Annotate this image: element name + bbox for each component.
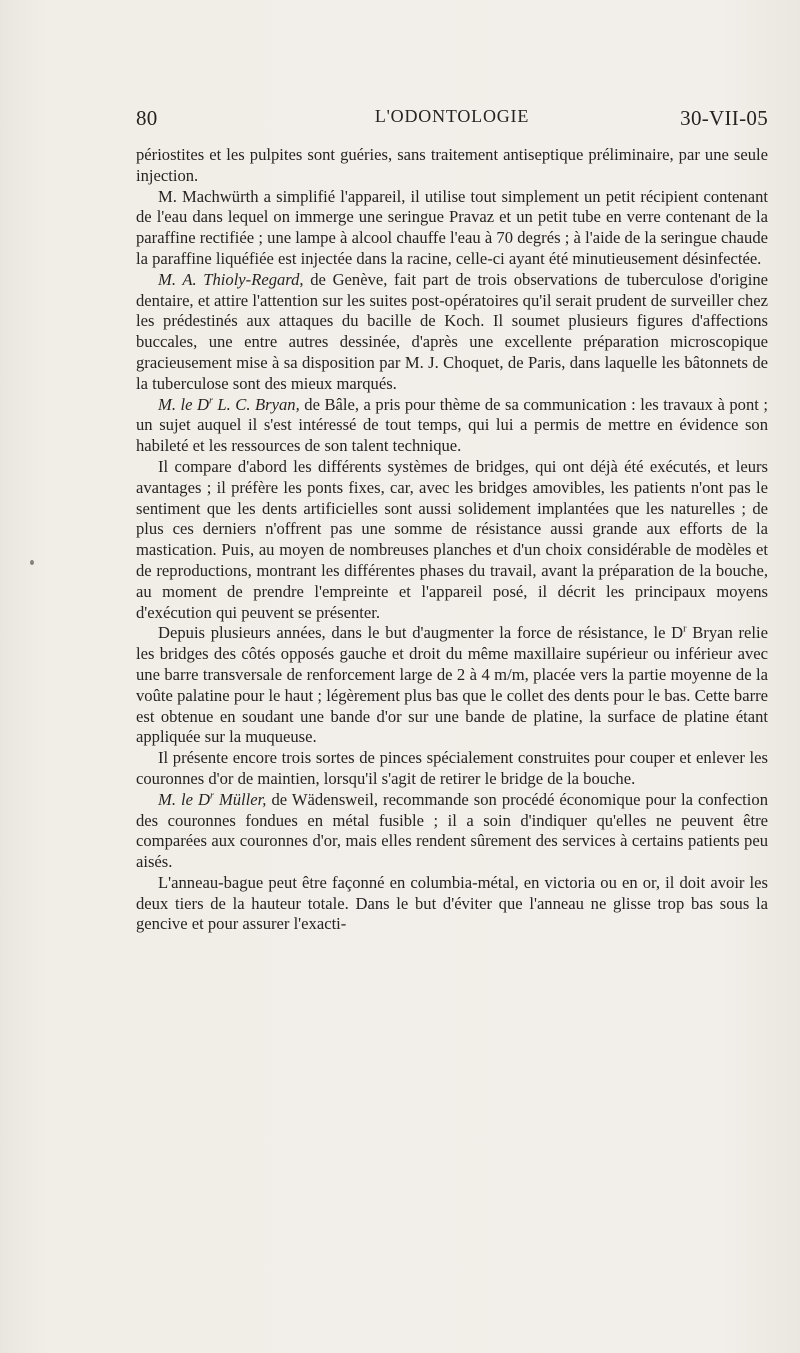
paragraph-6: Depuis plusieurs années, dans le but d'augmenter la force de résistance, le $D^r$ Bryan relie les bridges des côtés opposés gauche et droit du même maxillaire supérieur ou inférieur avec une barre transversale de renforcement large de 2 à 4 m/m, placée vers la partie moyenne de la voûte palatine pour le haut ; légèrement plus bas que le collet des dents pour le bas. Cette barre est obtenue en soudant une bande d'or sur une bande de platine, la surface de platine étant appliquée sur la muqueuse. <box>136 623 768 747</box>
speaker-name: M. A. Thioly-Regard, <box>158 269 304 289</box>
paragraph-1: périostites et les pulpites sont guéries, sans traitement antiseptique préliminaire, par une seule injection. <box>136 145 768 185</box>
page-number: 80 <box>136 106 158 130</box>
paragraph-8: M. le $D^r$ Müller, de Wädensweil, recommande son procédé économique pour la confection des couronnes fondues en métal fusible ; il a soin d'indiquer qu'elles ne peuvent être comparées aux couronnes d'or, mais elles rendent sûrement des services à certains patients peu aisés. <box>136 789 768 872</box>
print-speck <box>30 560 34 565</box>
speaker-name: M. le $D^r$ L. C. Bryan, <box>158 394 300 414</box>
running-head <box>136 106 768 136</box>
paragraph-5: Il compare d'abord les différents systèmes de bridges, qui ont déjà été exécutés, et leurs avantages ; il préfère les ponts fixes, car, avec les bridges amovibles, les patients n'ont pas le sentiment que les dents artificielles sont aussi solidement implantées que les naturelles ; de plus ces derniers n'offrent pas une somme de résistance aussi grande aux efforts de la mastication. Puis, au moyen de nombreuses planches et d'un choix considérable de modèles et de reproductions, montrant les différentes phases du travail, avant la préparation de la bouche, au moment de prendre l'empreinte et l'appareil posé, il décrit les principaux moyens d'exécution qui peuvent se présenter. <box>136 456 768 622</box>
paragraph-7: Il présente encore trois sortes de pinces spécialement construites pour couper et enlever les couronnes d'or de maintien, lorsqu'il s'agit de retirer le bridge de la bouche. <box>136 748 768 788</box>
speaker-name: M. le $D^r$ Müller, <box>158 789 267 809</box>
journal-title: L'ODONTOLOGIE <box>374 106 530 126</box>
issue-date: 30-VII-05 <box>680 106 768 130</box>
body-text <box>136 145 768 935</box>
paragraph-3: M. A. Thioly-Regard, de Genève, fait part de trois observations de tuberculose d'origine dentaire, et attire l'attention sur les suites post-opératoires qu'il serait prudent de surveiller chez les prédestinés aux attaques du bacille de Koch. Il soumet plusieurs figures d'affections buccales, une entre autres dessinée, d'après une excellente préparation microscopique gracieusement mise à sa disposition par M. J. Choquet, de Paris, dans laquelle les bâtonnets de la tuberculose sont des mieux marqués. <box>136 269 768 393</box>
paragraph-9: L'anneau-bague peut être façonné en columbia-métal, en victoria ou en or, il doit avoir les deux tiers de la hauteur totale. Dans le but d'éviter que l'anneau ne glisse trop bas sous la gencive et pour assurer l'exacti- <box>136 872 768 934</box>
paragraph-2: M. Machwürth a simplifié l'appareil, il utilise tout simplement un petit récipient contenant de l'eau dans lequel on immerge une seringue Pravaz et un petit tube en verre contenant de la paraffine rectifiée ; une lampe à alcool chauffe l'eau à 70 degrés ; à l'aide de la seringue chaude la paraffine liquéfiée est injectée dans la racine, celle-ci ayant été minutieusement désinfectée. <box>136 186 768 268</box>
paragraph-4: M. le $D^r$ L. C. Bryan, de Bâle, a pris pour thème de sa communication : les travaux à pont ; un sujet auquel il s'est intéressé de tout temps, qui lui a permis de mettre en évidence son habileté et les ressources de son talent technique. <box>136 394 768 456</box>
